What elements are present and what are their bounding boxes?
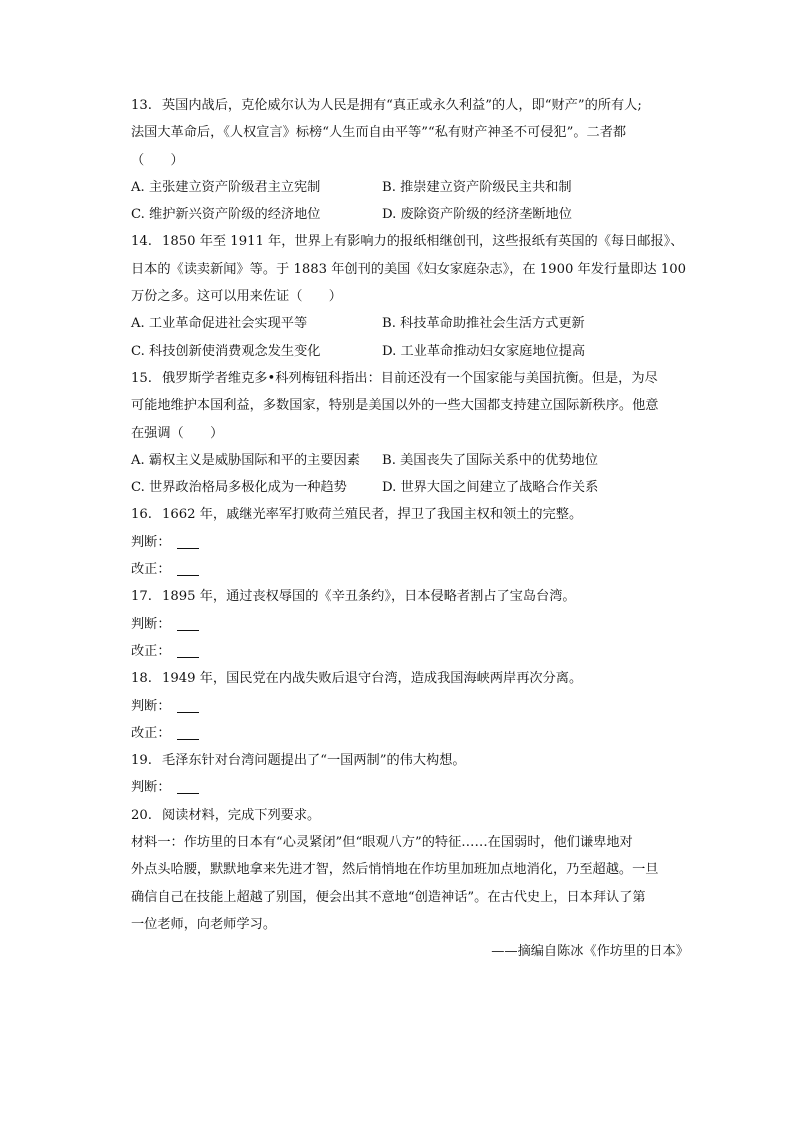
q16-correct-row	[131, 556, 697, 583]
q20-line	[131, 802, 697, 829]
q13-line3: （ ）	[131, 152, 184, 168]
q20-material-line2: 外点头哈腰，默默地拿来先进才智，然后悄悄地在作坊里加班加点地消化，乃至超越。一旦	[131, 862, 659, 878]
q20-stem: 阅读材料，完成下列要求。	[161, 807, 321, 823]
q13-stem-1: 英国内战后，克伦威尔认为人民是拥有“真正或永久利益”的人，即“财产”的所有人;	[161, 98, 642, 113]
q19-judge-blank[interactable]	[177, 779, 199, 794]
q18-judge-row	[131, 693, 697, 720]
q13-line1	[131, 92, 697, 119]
q19-number: 19.	[131, 753, 152, 769]
q17-judge-blank[interactable]	[177, 616, 199, 631]
q19-stem: 毛泽东针对台湾问题提出了“一国两制”的伟大构想。	[161, 753, 466, 769]
q17-judge-row	[131, 611, 697, 638]
q17-correct-row	[131, 638, 697, 665]
q17-line	[131, 583, 697, 610]
q15-option-d[interactable]: D. 世界大国之间建立了战略合作关系	[382, 480, 599, 496]
q14-option-c[interactable]: C. 科技创新使消费观念发生变化	[131, 343, 321, 359]
q15-option-b[interactable]: B. 美国丧失了国际关系中的优势地位	[382, 452, 598, 468]
q14-option-d[interactable]: D. 工业革命推动妇女家庭地位提高	[382, 343, 586, 359]
q15-line3: 在强调（ ）	[131, 425, 224, 441]
q13-number: 13.	[131, 98, 152, 113]
q13-options-row1	[131, 174, 697, 201]
q20-source: ——摘编自陈冰《作坊里的日本》	[491, 944, 689, 960]
q18-line	[131, 665, 697, 692]
q15-option-c[interactable]: C. 世界政治格局多极化成为一种趋势	[131, 480, 347, 496]
q20-material-line3: 确信自己在技能上超越了别国，便会出其不意地“创造神话”。在古代史上，日本拜认了第	[131, 889, 646, 905]
q16-judge-blank[interactable]	[177, 534, 199, 549]
q15-option-a[interactable]: A. 霸权主义是威胁国际和平的主要因素	[131, 452, 360, 468]
q18-correct-row	[131, 720, 697, 747]
q15-options-row1	[131, 447, 697, 474]
q17-number: 17.	[131, 589, 152, 605]
exam-page	[131, 92, 697, 966]
q14-options-row2	[131, 338, 697, 365]
q20-material-line4: 一位老师，向老师学习。	[131, 916, 277, 932]
q19-line	[131, 747, 697, 774]
q15-number: 15.	[131, 370, 152, 386]
q13-option-d[interactable]: D. 废除资产阶级的经济垄断地位	[382, 207, 572, 223]
correct-label: 改正：	[131, 725, 171, 741]
correct-label: 改正：	[131, 562, 171, 578]
q17-stem: 1895 年，通过丧权辱国的《辛丑条约》，日本侵略者割占了宝岛台湾。	[161, 589, 576, 605]
q16-number: 16.	[131, 507, 152, 523]
judge-label: 判断：	[131, 616, 171, 632]
q18-correct-blank[interactable]	[177, 725, 199, 740]
q17-correct-blank[interactable]	[177, 643, 199, 658]
q14-option-a[interactable]: A. 工业革命促进社会实现平等	[131, 316, 308, 332]
q14-number: 14.	[131, 234, 152, 250]
q20-number: 20.	[131, 807, 152, 823]
q16-judge-row	[131, 529, 697, 556]
judge-label: 判断：	[131, 534, 171, 550]
q15-stem-1: 俄罗斯学者维克多•科列梅钮科指出：目前还没有一个国家能与美国抗衡。但是，为尽	[161, 370, 658, 386]
q16-line	[131, 501, 697, 528]
judge-label: 判断：	[131, 698, 171, 714]
q14-stem-1: 1850 年至 1911 年，世界上有影响力的报纸相继创刊，这些报纸有英国的《每日邮报》、	[161, 234, 684, 250]
q16-correct-blank[interactable]	[177, 561, 199, 576]
q14-line2: 日本的《读卖新闻》等。于 1883 年创刊的美国《妇女家庭杂志》，在 1900 年发行量即达 100	[131, 261, 687, 277]
q14-line3: 万份之多。这可以用来佐证（ ）	[131, 289, 342, 305]
q18-judge-blank[interactable]	[177, 698, 199, 713]
q18-number: 18.	[131, 671, 152, 687]
judge-label: 判断：	[131, 780, 171, 796]
q16-stem: 1662 年，戚继光率军打败荷兰殖民者，捍卫了我国主权和领土的完整。	[161, 507, 583, 523]
correct-label: 改正：	[131, 643, 171, 659]
q15-line2: 可能地维护本国利益，多数国家，特别是美国以外的一些大国都支持建立国际新秩序。他意	[131, 398, 659, 414]
q13-option-a[interactable]: A. 主张建立资产阶级君主立宪制	[131, 179, 321, 195]
q14-options-row1	[131, 310, 697, 337]
q13-line2: 法国大革命后，《人权宣言》标榜“人生而自由平等”“私有财产神圣不可侵犯”。二者都	[131, 125, 627, 141]
q14-line1	[131, 228, 697, 255]
q13-options-row2	[131, 201, 697, 228]
q20-material-line1: 材料一：作坊里的日本有“心灵紧闭”但“眼观八方”的特征……在国弱时，他们谦卑地对	[131, 835, 633, 851]
q15-options-row2	[131, 474, 697, 501]
q19-judge-row	[131, 774, 697, 801]
q18-stem: 1949 年，国民党在内战失败后退守台湾，造成我国海峡两岸再次分离。	[161, 671, 583, 687]
q15-line1	[131, 365, 697, 392]
q14-option-b[interactable]: B. 科技革命助推社会生活方式更新	[382, 316, 585, 332]
q13-option-c[interactable]: C. 维护新兴资产阶级的经济地位	[131, 207, 321, 223]
q13-option-b[interactable]: B. 推崇建立资产阶级民主共和制	[382, 179, 572, 195]
